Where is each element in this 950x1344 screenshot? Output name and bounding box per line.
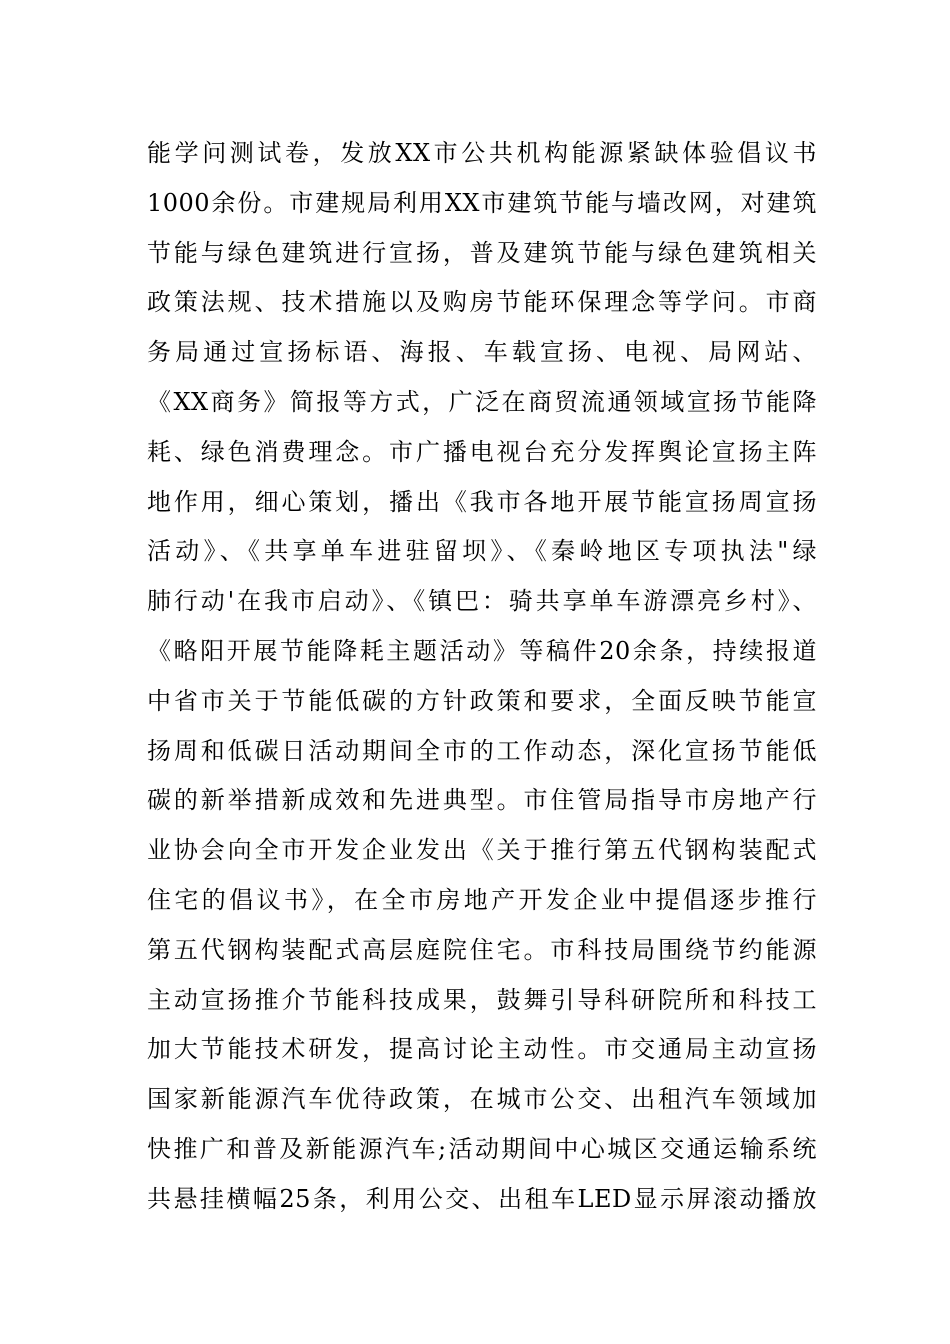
text-line: 加大节能技术研发，提高讨论主动性。市交通局主动宣扬: [147, 1035, 817, 1064]
text-line: 住宅的倡议书》，在全市房地产开发企业中提倡逐步推行: [147, 885, 817, 914]
text-line: 快推广和普及新能源汽车;活动期间中心城区交通运输系统: [147, 1134, 817, 1163]
text-line: 耗、绿色消费理念。市广播电视台充分发挥舆论宣扬主阵: [147, 437, 817, 466]
text-line: 《XX商务》简报等方式，广泛在商贸流通领域宣扬节能降: [147, 387, 817, 416]
text-line: 1000余份。市建规局利用XX市建筑节能与墙改网，对建筑: [147, 188, 817, 217]
text-line: 活动》、《共享单车进驻留坝》、《秦岭地区专项执法"绿: [147, 537, 817, 566]
text-line: 地作用，细心策划，播出《我市各地开展节能宣扬周宣扬: [147, 487, 817, 516]
text-line: 碳的新举措新成效和先进典型。市住管局指导市房地产行: [147, 786, 817, 815]
text-line: 政策法规、技术措施以及购房节能环保理念等学问。市商: [147, 288, 817, 317]
body-text: [147, 129, 817, 1225]
text-line: 扬周和低碳日活动期间全市的工作动态，深化宣扬节能低: [147, 736, 817, 765]
text-line: 节能与绿色建筑进行宣扬，普及建筑节能与绿色建筑相关: [147, 238, 817, 267]
text-line: 业协会向全市开发企业发出《关于推行第五代钢构装配式: [147, 836, 817, 865]
text-line: 《略阳开展节能降耗主题活动》等稿件20余条，持续报道: [147, 636, 817, 665]
text-line: 务局通过宣扬标语、海报、车载宣扬、电视、局网站、: [147, 338, 817, 367]
text-line: 中省市关于节能低碳的方针政策和要求，全面反映节能宣: [147, 686, 817, 715]
text-line: 第五代钢构装配式高层庭院住宅。市科技局围绕节约能源: [147, 935, 817, 964]
text-line: 主动宣扬推介节能科技成果，鼓舞引导科研院所和科技工: [147, 985, 817, 1014]
text-line: 肺行动'在我市启动》、《镇巴：骑共享单车游漂亮乡村》、: [147, 587, 817, 616]
text-line: 能学问测试卷，发放XX市公共机构能源紧缺体验倡议书: [147, 139, 817, 167]
text-line: 共悬挂横幅25条，利用公交、出租车LED显示屏滚动播放: [147, 1184, 817, 1213]
text-line: 国家新能源汽车优待政策，在城市公交、出租汽车领域加: [147, 1085, 817, 1114]
